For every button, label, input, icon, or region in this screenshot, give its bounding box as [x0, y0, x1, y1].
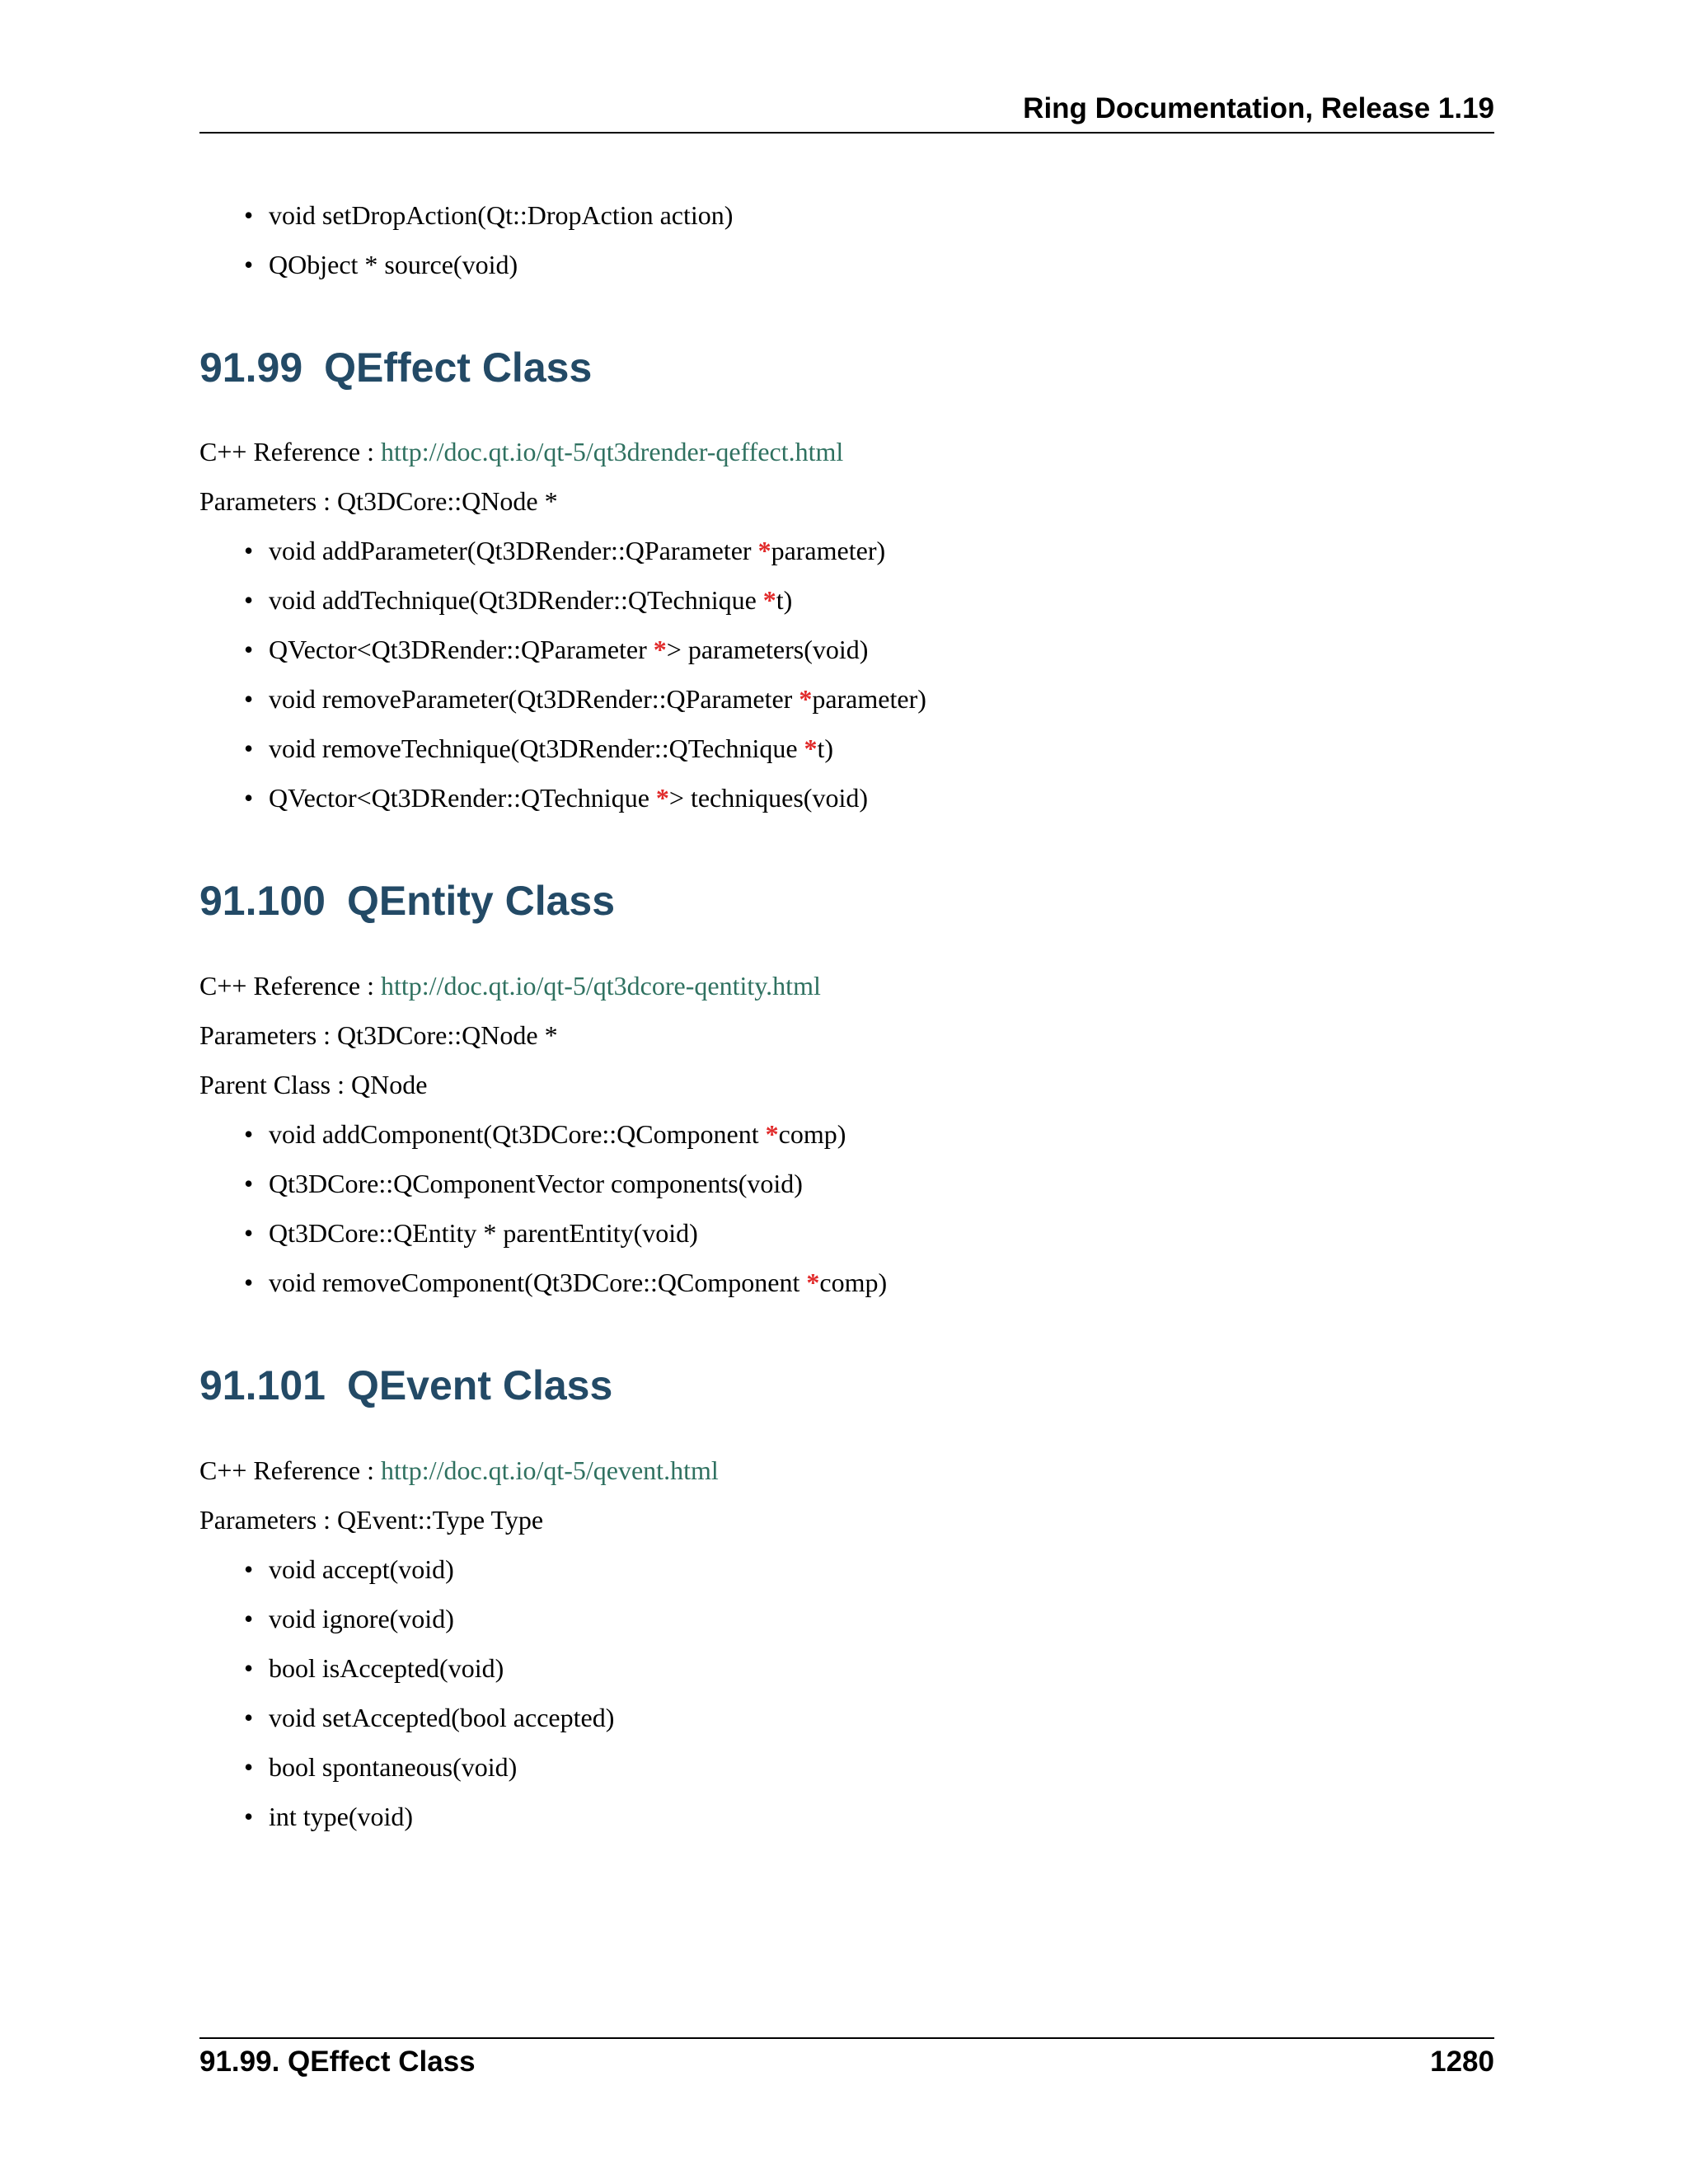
bullet-icon: • [244, 684, 254, 714]
parameters-line: Parameters : Qt3DCore::QNode * [199, 1020, 558, 1050]
list-item: • bool spontaneous(void) [244, 1752, 518, 1782]
list-item: • QVector<Qt3DRender::QParameter *> parameters(void) [244, 635, 869, 664]
parameters-line: Parameters : Qt3DCore::QNode * [199, 486, 558, 516]
bullet-icon: • [244, 1703, 254, 1732]
list-item: • void accept(void) [244, 1554, 454, 1584]
bullet-icon: • [244, 783, 254, 813]
bullet-icon: • [244, 1119, 254, 1149]
list-item: • bool isAccepted(void) [244, 1653, 504, 1683]
reference-link[interactable]: http://doc.qt.io/qt-5/qevent.html [381, 1455, 719, 1485]
bullet-icon: • [244, 536, 254, 565]
bullet-icon: • [244, 250, 254, 279]
list-item: • void addParameter(Qt3DRender::QParameter *parameter) [244, 536, 886, 565]
list-item: • void ignore(void) [244, 1604, 454, 1633]
cpp-reference: C++ Reference : http://doc.qt.io/qt-5/qevent.html [199, 1455, 719, 1485]
section-heading: 91.100 QEntity Class [199, 878, 616, 924]
cpp-reference: C++ Reference : http://doc.qt.io/qt-5/qt3dcore-qentity.html [199, 971, 821, 1001]
reference-link[interactable]: http://doc.qt.io/qt-5/qt3drender-qeffect.html [381, 437, 844, 466]
reference-link[interactable]: http://doc.qt.io/qt-5/qt3dcore-qentity.html [381, 971, 821, 1001]
bullet-icon: • [244, 585, 254, 615]
list-item: • void setDropAction(Qt::DropAction action) [244, 200, 734, 230]
list-item: • void addComponent(Qt3DCore::QComponent *comp) [244, 1119, 846, 1149]
list-item: • Qt3DCore::QComponentVector components(void) [244, 1169, 803, 1198]
section-heading: 91.99 QEffect Class [199, 344, 593, 391]
list-item: • void removeComponent(Qt3DCore::QComponent *comp) [244, 1268, 888, 1297]
cpp-reference: C++ Reference : http://doc.qt.io/qt-5/qt3drender-qeffect.html [199, 437, 844, 466]
list-item: • QObject * source(void) [244, 250, 518, 279]
bullet-icon: • [244, 635, 254, 664]
list-item: • QVector<Qt3DRender::QTechnique *> techniques(void) [244, 783, 868, 813]
list-item: • int type(void) [244, 1802, 414, 1831]
bullet-icon: • [244, 200, 254, 230]
list-item: • void removeTechnique(Qt3DRender::QTechnique *t) [244, 733, 834, 763]
bullet-icon: • [244, 1169, 254, 1198]
page-header [199, 91, 1494, 134]
page-number: 1280 [1430, 2046, 1494, 2078]
bullet-icon: • [244, 1653, 254, 1683]
bullet-icon: • [244, 1752, 254, 1782]
list-item: • void setAccepted(bool accepted) [244, 1703, 615, 1732]
bullet-icon: • [244, 733, 254, 763]
bullet-icon: • [244, 1802, 254, 1831]
bullet-icon: • [244, 1268, 254, 1297]
list-item: • Qt3DCore::QEntity * parentEntity(void) [244, 1218, 698, 1248]
page-footer [199, 2037, 1494, 2088]
bullet-icon: • [244, 1218, 254, 1248]
section-heading: 91.101 QEvent Class [199, 1362, 613, 1408]
list-item: • void addTechnique(Qt3DRender::QTechnique *t) [244, 585, 793, 615]
parent-class-line: Parent Class : QNode [199, 1070, 428, 1099]
list-item: • void removeParameter(Qt3DRender::QParameter *parameter) [244, 684, 926, 714]
footer-section-title: 91.99. QEffect Class [199, 2046, 476, 2078]
parameters-line: Parameters : QEvent::Type Type [199, 1505, 544, 1535]
bullet-icon: • [244, 1604, 254, 1633]
header-title: Ring Documentation, Release 1.19 [1023, 92, 1494, 124]
bullet-icon: • [244, 1554, 254, 1584]
